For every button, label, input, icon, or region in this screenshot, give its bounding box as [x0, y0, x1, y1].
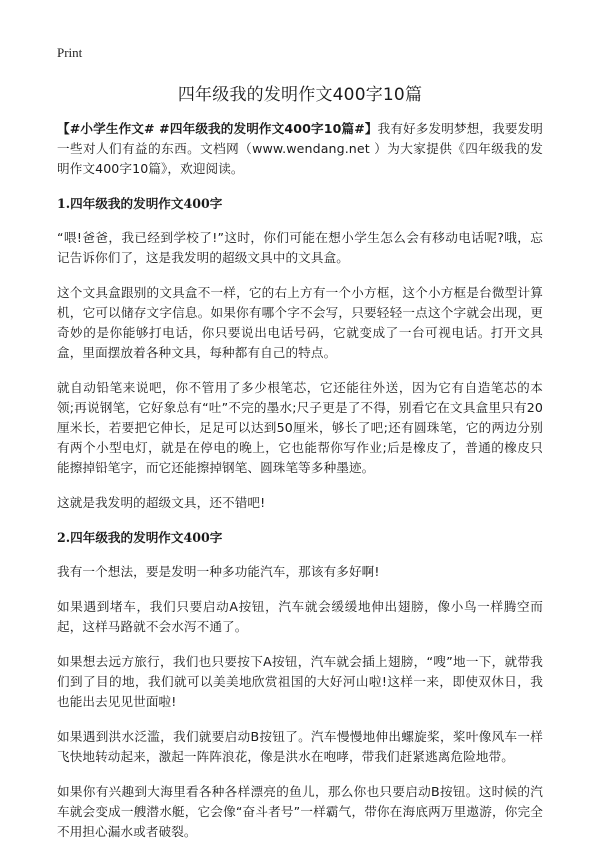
intro-text: 我有好多发明梦想，我要发明一些对人们有益的东西。文档网（www.wendang.net ）为大家提供《四年级我的发明作文400字10篇》，欢迎阅读。 — [57, 121, 543, 176]
paragraph: “喂!爸爸，我已经到学校了!”这时，你们可能在想小学生怎么会有移动电话呢?哦，忘记告诉你们了，这是我发明的超级文具中的文具盒。 — [57, 230, 543, 265]
paragraph: 如果想去远方旅行，我们也只要按下A按钮，汽车就会插上翅膀，“嗖”地一下，就带我们到了目的地，我们就可以美美地欣赏祖国的大好河山啦!这样一来，即使双休日，我也能出去见见世面啦! — [57, 654, 543, 709]
document-title: 四年级我的发明作文400字10篇 — [177, 85, 423, 105]
paragraph: 如果遇到洪水泛滥，我们就要启动B按钮了。汽车慢慢地伸出螺旋桨，桨叶像风车一样飞快地转动起来，激起一阵阵浪花，像是洪水在咆哮，带我们赶紧逃离危险地带。 — [57, 729, 543, 764]
paragraph: 这就是我发明的超级文具，还不错吧! — [57, 495, 266, 510]
document-content — [57, 119, 543, 857]
paragraph: 如果你有兴趣到大海里看各种各样漂亮的鱼儿，那么你也只要启动B按钮。这时候的汽车就会变成一艘潜水艇，它会像“奋斗者号”一样霸气，带你在海底两万里遨游，你完全不用担心漏水或者破裂。 — [57, 784, 543, 839]
paragraph: 这个文具盒跟别的文具盒不一样，它的右上方有一个小方框，这个小方框是台微型计算机，它可以储存文字信息。如果你有哪个字不会写，只要轻轻一点这个字就会出现，更奇妙的是你能够打电话，你只要说出电话号码，它就变成了一台可视电话。打开文具盒，里面摆放着各种文具，每种都有自己的特点。 — [57, 285, 543, 360]
intro-tag: 【#小学生作文# #四年级我的发明作文400字10篇#】 — [57, 121, 378, 136]
print-label: Print — [57, 45, 83, 60]
intro-paragraph — [57, 119, 543, 179]
section-heading: 2.四年级我的发明作文400字 — [57, 530, 223, 545]
paragraph: 就自动铅笔来说吧，你不管用了多少根笔芯，它还能往外送，因为它有自造笔芯的本领;再说钢笔，它好象总有“吐”不完的墨水;尺子更是了不得，别看它在文具盒里只有20厘米长，若要把它伸长，足足可以达到50厘米，够长了吧;还有圆珠笔，它的两边分别有两个小型电灯，就是在停电的晚上，它也能帮你写作业;后是橡皮了，普通的橡皮只能擦掉铅笔字，而它还能擦掉钢笔、圆珠笔等多种墨迹。 — [57, 380, 543, 475]
paragraph: 如果遇到堵车，我们只要启动A按钮，汽车就会缓缓地伸出翅膀，像小鸟一样腾空而起，这样马路就不会水泻不通了。 — [57, 599, 543, 634]
section-heading: 1.四年级我的发明作文400字 — [57, 196, 223, 211]
paragraph: 我有一个想法，要是发明一种多功能汽车，那该有多好啊! — [57, 564, 380, 579]
